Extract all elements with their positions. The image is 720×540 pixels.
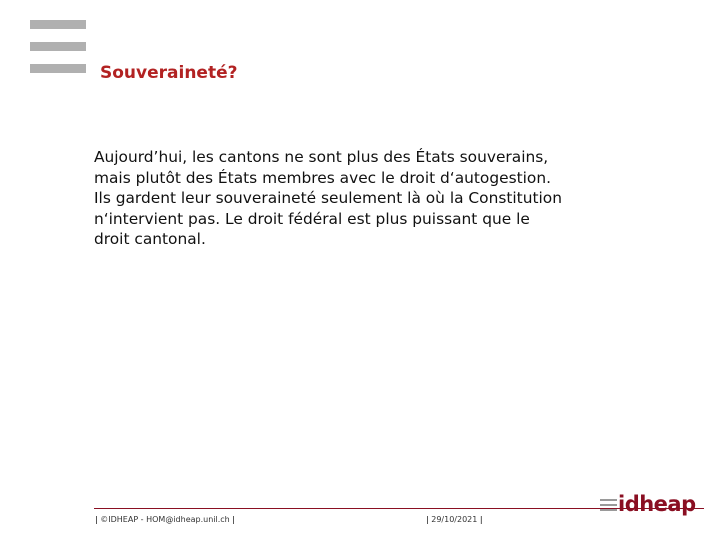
body-line: droit cantonal.	[94, 230, 206, 248]
footer-date-text: 29/10/2021	[431, 515, 478, 524]
body-line: Aujourd’hui, les cantons ne sont plus des États souverains,	[94, 148, 549, 166]
footer-separator: |	[426, 515, 429, 524]
decor-bar	[30, 42, 86, 51]
body-line: mais plutôt des États membres avec le droit d‘autogestion.	[94, 168, 551, 187]
footer-separator: |	[95, 515, 98, 524]
footer-separator: |	[479, 515, 483, 524]
decor-bar	[30, 64, 86, 73]
body-line: Ils gardent leur souveraineté seulement là où la Constitution	[94, 189, 562, 207]
logo-wordmark: idheap	[618, 492, 696, 516]
footer-copyright-text: ©IDHEAP - HOM@idheap.unil.ch	[100, 515, 230, 524]
slide-body	[94, 147, 664, 250]
decor-bar	[30, 20, 86, 29]
footer-copyright	[95, 515, 235, 524]
body-line: n‘intervient pas. Le droit fédéral est plus puissant que le	[94, 209, 530, 228]
footer-separator: |	[232, 515, 235, 524]
slide-title: Souveraineté?	[100, 63, 238, 83]
footer-date	[426, 515, 483, 524]
